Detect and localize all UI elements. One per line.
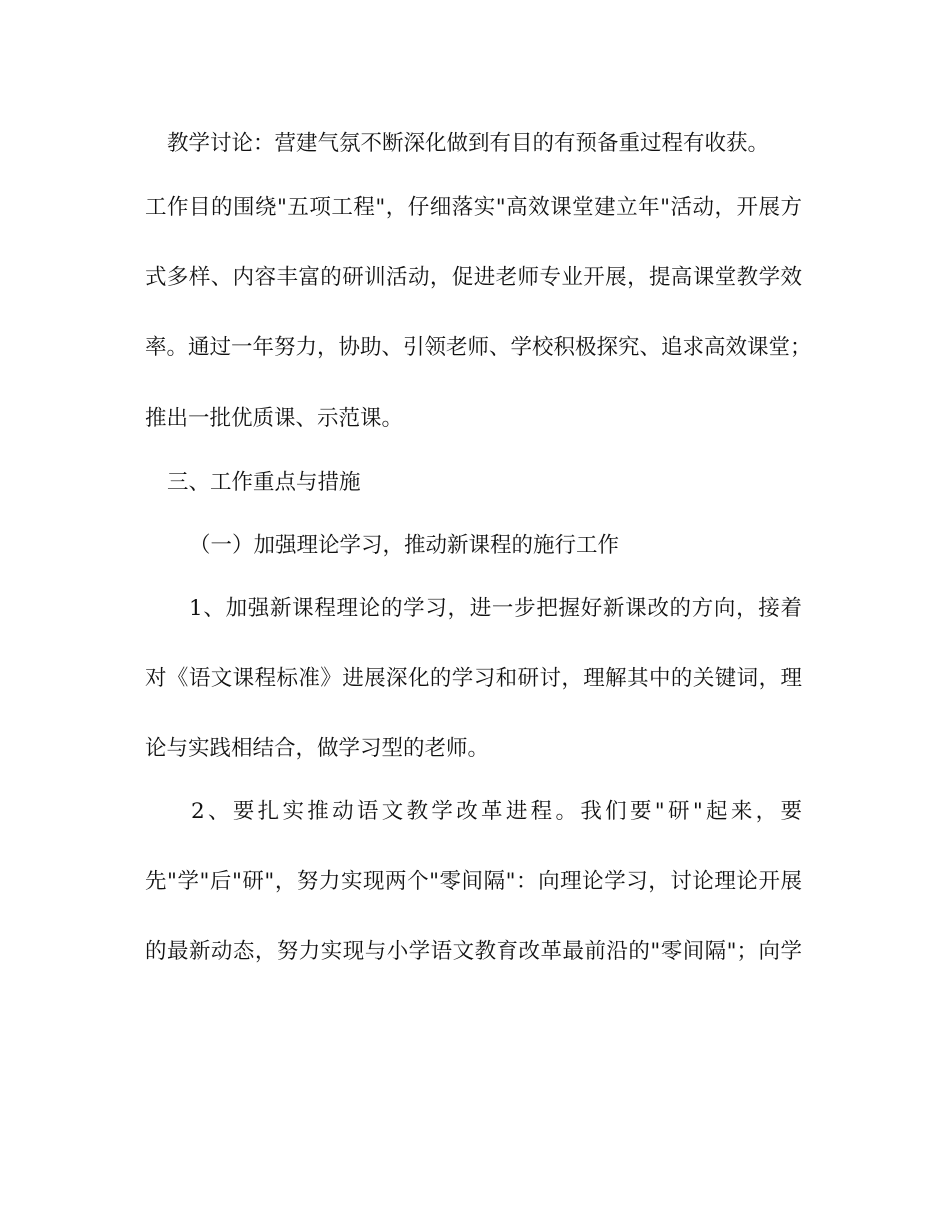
- paragraph-line: 1、加强新课程理论的学习，进一步把握好新课改的方向，接着: [189, 596, 802, 621]
- paragraph-line: 先"学"后"研"，努力实现两个"零间隔"：向理论学习，讨论理论开展: [145, 869, 802, 894]
- subsection-heading: （一）加强理论学习，推动新课程的施行工作: [189, 533, 620, 558]
- paragraph-line: 论与实践相结合，做学习型的老师。: [145, 736, 490, 761]
- paragraph-line: 对《语文课程标准》进展深化的学习和研讨，理解其中的关键词，理: [145, 666, 802, 691]
- paragraph-line: 工作目的围绕"五项工程"，仔细落实"高效课堂建立年"活动，开展方: [145, 195, 802, 220]
- paragraph-line: 的最新动态，努力实现与小学语文教育改革最前沿的"零间隔"；向学: [145, 939, 802, 964]
- paragraph-line: 教学讨论：营建气氛不断深化做到有目的有预备重过程有收获。: [167, 131, 770, 156]
- paragraph-line: 推出一批优质课、示范课。: [145, 406, 404, 431]
- section-heading: 三、工作重点与措施: [167, 470, 361, 495]
- paragraph-line: 式多样、内容丰富的研训活动，促进老师专业开展，提高课堂教学效: [145, 265, 802, 290]
- paragraph-line: 2、要扎实推动语文教学改革进程。我们要"研"起来，要: [191, 799, 802, 824]
- paragraph-line: 率。通过一年努力，协助、引领老师、学校积极探究、追求高效课堂；: [145, 335, 812, 360]
